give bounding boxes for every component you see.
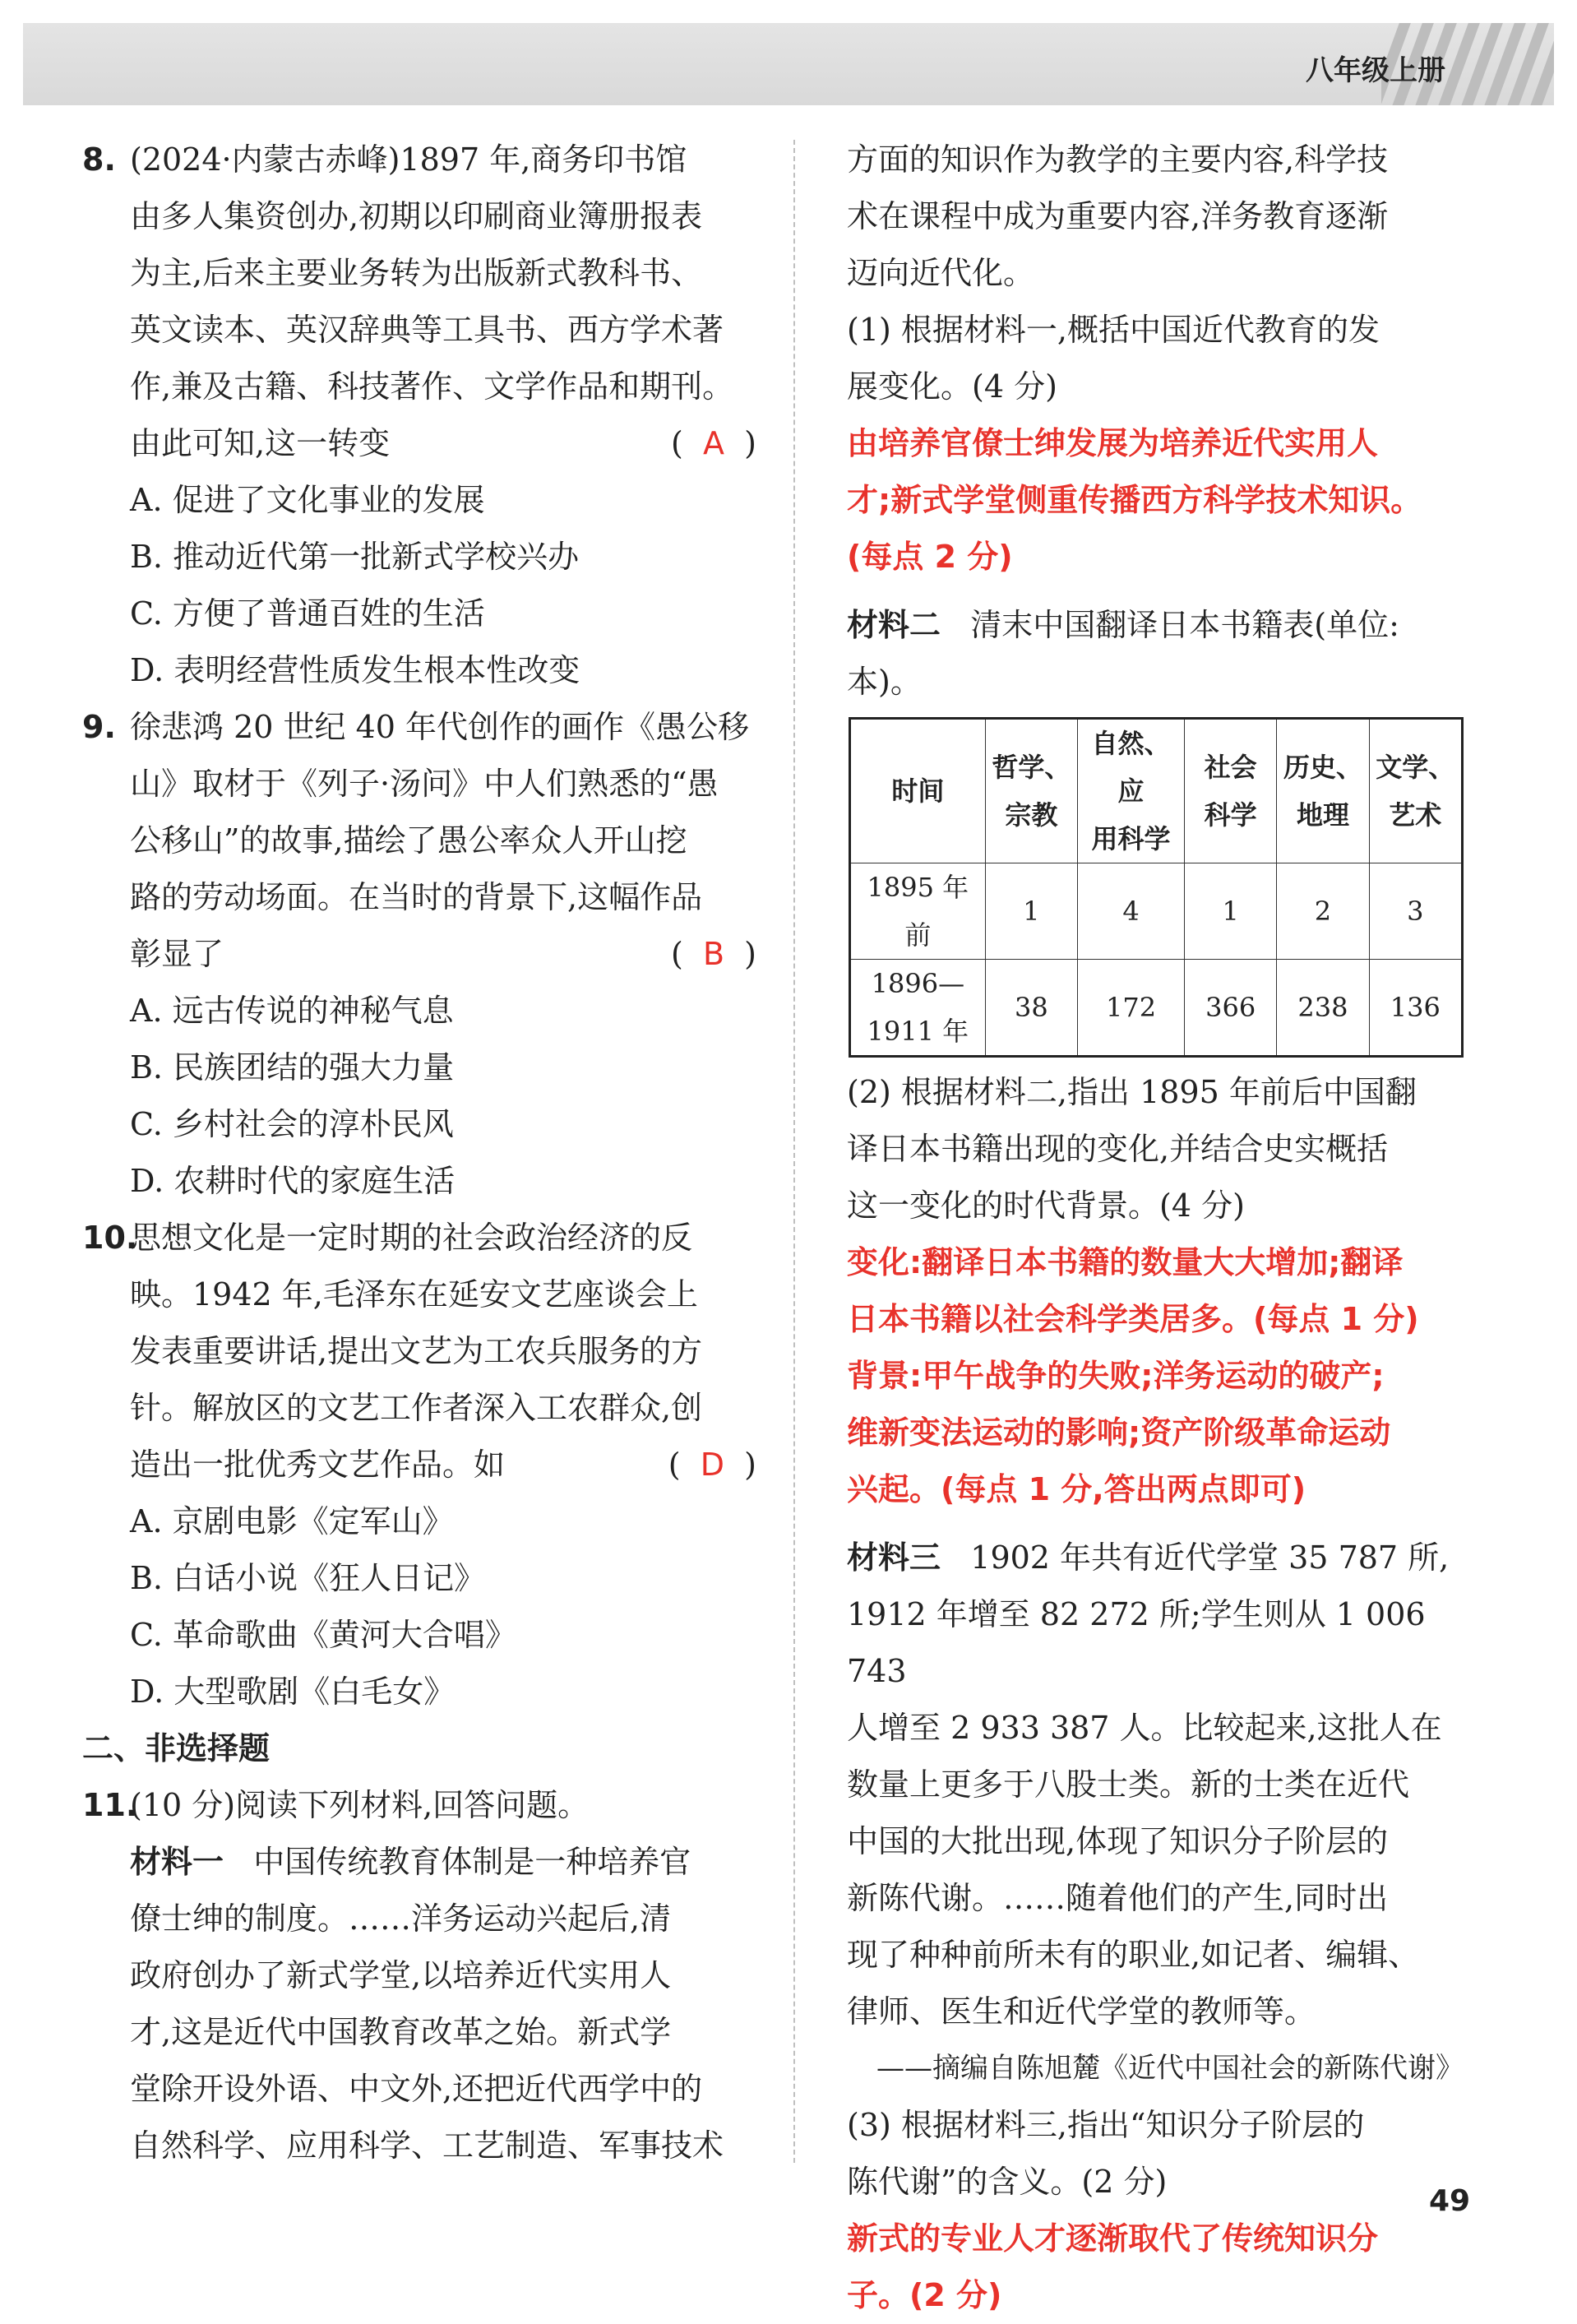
material-line: 方面的知识作为教学的主要内容,科学技 — [847, 141, 1389, 178]
table-cell: 136 — [1369, 960, 1462, 1057]
option: C. 革命歌曲《黄河大合唱》 — [130, 1617, 516, 1653]
left-column — [82, 132, 756, 2174]
material-line: 才,这是近代中国教育改革之始。新式学 — [130, 2014, 672, 2050]
question-stem-line: 造出一批优秀文艺作品。如 — [130, 1447, 506, 1483]
question-10 — [82, 1210, 756, 1493]
sub-question-line: 译日本书籍出现的变化,并结合史实概括 — [847, 1131, 1389, 1167]
material-line: 自然科学、应用科学、工艺制造、军事技术 — [130, 2127, 724, 2164]
option: B. 白话小说《狂人日记》 — [130, 1560, 486, 1596]
material-label: 材料一 — [130, 1844, 224, 1880]
section-heading: 二、非选择题 — [82, 1730, 271, 1766]
translation-table — [849, 717, 1464, 1058]
sub-question-line: (1) 根据材料一,概括中国近代教育的发 — [847, 312, 1380, 348]
question-stem-line: 针。解放区的文艺工作者深入工农群众,创 — [130, 1390, 703, 1426]
sub-question-line: 陈代谢”的含义。(2 分) — [847, 2164, 1168, 2200]
answer-text: (每点 2 分) — [847, 539, 1013, 575]
material-line: 现了种种前所未有的职业,如记者、编辑、 — [847, 1937, 1420, 1973]
answer-text: 才;新式学堂侧重传播西方科学技术知识。 — [847, 482, 1422, 518]
option: D. 农耕时代的家庭生活 — [130, 1163, 456, 1199]
table-cell: 1 — [1185, 863, 1277, 960]
material-label: 材料二 — [847, 607, 941, 643]
answer-text: 兴起。(每点 1 分,答出两点即可) — [847, 1471, 1306, 1507]
question-stem-line: 发表重要讲话,提出文艺为工农兵服务的方 — [130, 1333, 703, 1369]
question-stem-line: 由此可知,这一转变 — [130, 425, 391, 461]
question-stem-line: 徐悲鸿 20 世纪 40 年代创作的画作《愚公移 — [130, 709, 750, 745]
table-cell: 1895 年前 — [850, 863, 986, 960]
answer-text: 子。(2 分) — [847, 2277, 1002, 2313]
material-line: 僚士绅的制度。……洋务运动兴起后,清 — [130, 1900, 672, 1937]
material-line: 堂除开设外语、中文外,还把近代西学中的 — [130, 2071, 703, 2107]
table-cell: 1 — [985, 863, 1077, 960]
material-line — [130, 1834, 756, 1891]
material-line — [847, 1530, 1464, 1586]
option: A. 促进了文化事业的发展 — [130, 482, 485, 518]
material-line: 迈向近代化。 — [847, 255, 1035, 291]
answer-text: 新式的专业人才逐渐取代了传统知识分 — [847, 2220, 1379, 2257]
table-row — [850, 960, 1463, 1057]
question-stem-line: 公移山”的故事,描绘了愚公率众人开山挖 — [130, 822, 687, 859]
option: A. 远古传说的神秘气息 — [130, 993, 454, 1029]
table-header: 历史、 地理 — [1277, 719, 1369, 863]
table-header: 时间 — [850, 719, 986, 863]
table-cell: 4 — [1078, 863, 1185, 960]
answer-letter: D — [700, 1447, 725, 1483]
question-intro: (10 分)阅读下列材料,回答问题。 — [130, 1787, 590, 1823]
right-column — [847, 132, 1464, 2324]
question-11 — [82, 1777, 756, 1834]
sub-question-line: (3) 根据材料三,指出“知识分子阶层的 — [847, 2107, 1365, 2143]
sub-question-line: 展变化。(4 分) — [847, 368, 1057, 405]
answer-line — [130, 926, 756, 983]
table-header: 哲学、 宗教 — [985, 719, 1077, 863]
answer-line — [130, 415, 756, 472]
answer-line — [130, 1437, 756, 1493]
table-caption: 清末中国翻译日本书籍表(单位:本)。 — [847, 607, 1399, 700]
material-text: 1902 年共有近代学堂 35 787 所, — [970, 1539, 1450, 1576]
option: A. 京剧电影《定军山》 — [130, 1503, 454, 1539]
material-line: 人增至 2 933 387 人。比较起来,这批人在 — [847, 1710, 1442, 1746]
table-row — [850, 863, 1463, 960]
question-9 — [82, 699, 756, 983]
material-1 — [82, 1834, 756, 2174]
question-stem-line: 由多人集资创办,初期以印刷商业簿册报表 — [130, 198, 703, 234]
answer-text: 维新变法运动的影响;资产阶级革命运动 — [847, 1414, 1391, 1451]
question-stem-line: 为主,后来主要业务转为出版新式教科书、 — [130, 255, 703, 291]
question-stem-line: (2024·内蒙古赤峰)1897 年,商务印书馆 — [130, 141, 687, 178]
grade-label: 八年级上册 — [1306, 54, 1445, 87]
answer-bracket: ( D ) — [668, 1447, 756, 1483]
table-cell: 172 — [1078, 960, 1185, 1057]
material-line: 政府创办了新式学堂,以培养近代实用人 — [130, 1957, 672, 1993]
material-line: 数量上更多于八股士类。新的士类在近代 — [847, 1766, 1410, 1803]
option: B. 民族团结的强大力量 — [130, 1049, 455, 1086]
table-cell: 238 — [1277, 960, 1369, 1057]
answer-letter: A — [703, 425, 725, 461]
question-number: 10. — [82, 1220, 138, 1256]
option: C. 乡村社会的淳朴民风 — [130, 1106, 454, 1142]
page-number: 49 — [1429, 2184, 1471, 2218]
answer-text: 背景:甲午战争的失败;洋务运动的破产; — [847, 1358, 1385, 1394]
question-stem-line: 映。1942 年,毛泽东在延安文艺座谈会上 — [130, 1276, 698, 1312]
table-cell: 3 — [1369, 863, 1462, 960]
option: D. 大型歌剧《白毛女》 — [130, 1674, 456, 1710]
question-stem-line: 英文读本、英汉辞典等工具书、西方学术著 — [130, 312, 724, 348]
table-header: 文学、 艺术 — [1369, 719, 1462, 863]
table-header: 自然、应 用科学 — [1078, 719, 1185, 863]
material-line: 1912 年增至 82 272 所;学生则从 1 006 743 — [847, 1596, 1426, 1689]
table-header-row — [850, 719, 1463, 863]
material-source: ——摘编自陈旭麓《近代中国社会的新陈代谢》 — [876, 2052, 1464, 2085]
material-line: 中国的大批出现,体现了知识分子阶层的 — [847, 1823, 1389, 1859]
option: B. 推动近代第一批新式学校兴办 — [130, 539, 580, 575]
answer-bracket: ( B ) — [670, 936, 756, 972]
question-stem-line: 作,兼及古籍、科技著作、文学作品和期刊。 — [130, 368, 734, 405]
question-stem-line: 思想文化是一定时期的社会政治经济的反 — [130, 1220, 693, 1256]
table-header: 社会 科学 — [1185, 719, 1277, 863]
material-text: 中国传统教育体制是一种培养官 — [253, 1844, 691, 1880]
question-stem-line: 彰显了 — [130, 936, 224, 972]
table-cell: 38 — [985, 960, 1077, 1057]
question-number: 8. — [82, 141, 116, 178]
material-line: 律师、医生和近代学堂的教师等。 — [847, 1993, 1316, 2030]
option: D. 表明经营性质发生根本性改变 — [130, 652, 580, 688]
answer-bracket: ( A ) — [671, 425, 756, 461]
table-cell: 1896— 1911 年 — [850, 960, 986, 1057]
answer-text: 变化:翻译日本书籍的数量大大增加;翻译 — [847, 1244, 1404, 1280]
answer-letter: B — [702, 936, 725, 972]
answer-text: 日本书籍以社会科学类居多。(每点 1 分) — [847, 1301, 1419, 1337]
sub-question-line: (2) 根据材料二,指出 1895 年前后中国翻 — [847, 1074, 1417, 1110]
question-stem-line: 山》取材于《列子·汤问》中人们熟悉的“愚 — [130, 766, 719, 802]
sub-question-line: 这一变化的时代背景。(4 分) — [847, 1187, 1245, 1224]
question-number: 11. — [82, 1787, 138, 1823]
material-line: 新陈代谢。……随着他们的产生,同时出 — [847, 1880, 1389, 1916]
question-8 — [82, 132, 756, 472]
option: C. 方便了普通百姓的生活 — [130, 595, 485, 632]
column-divider — [793, 140, 795, 2163]
question-stem-line: 路的劳动场面。在当时的背景下,这幅作品 — [130, 879, 703, 915]
table-cell: 366 — [1185, 960, 1277, 1057]
material-line: 术在课程中成为重要内容,洋务教育逐渐 — [847, 198, 1389, 234]
material-label: 材料三 — [847, 1539, 941, 1576]
table-cell: 2 — [1277, 863, 1369, 960]
material-2-title — [847, 597, 1464, 711]
answer-text: 由培养官僚士绅发展为培养近代实用人 — [847, 425, 1379, 461]
question-number: 9. — [82, 709, 116, 745]
